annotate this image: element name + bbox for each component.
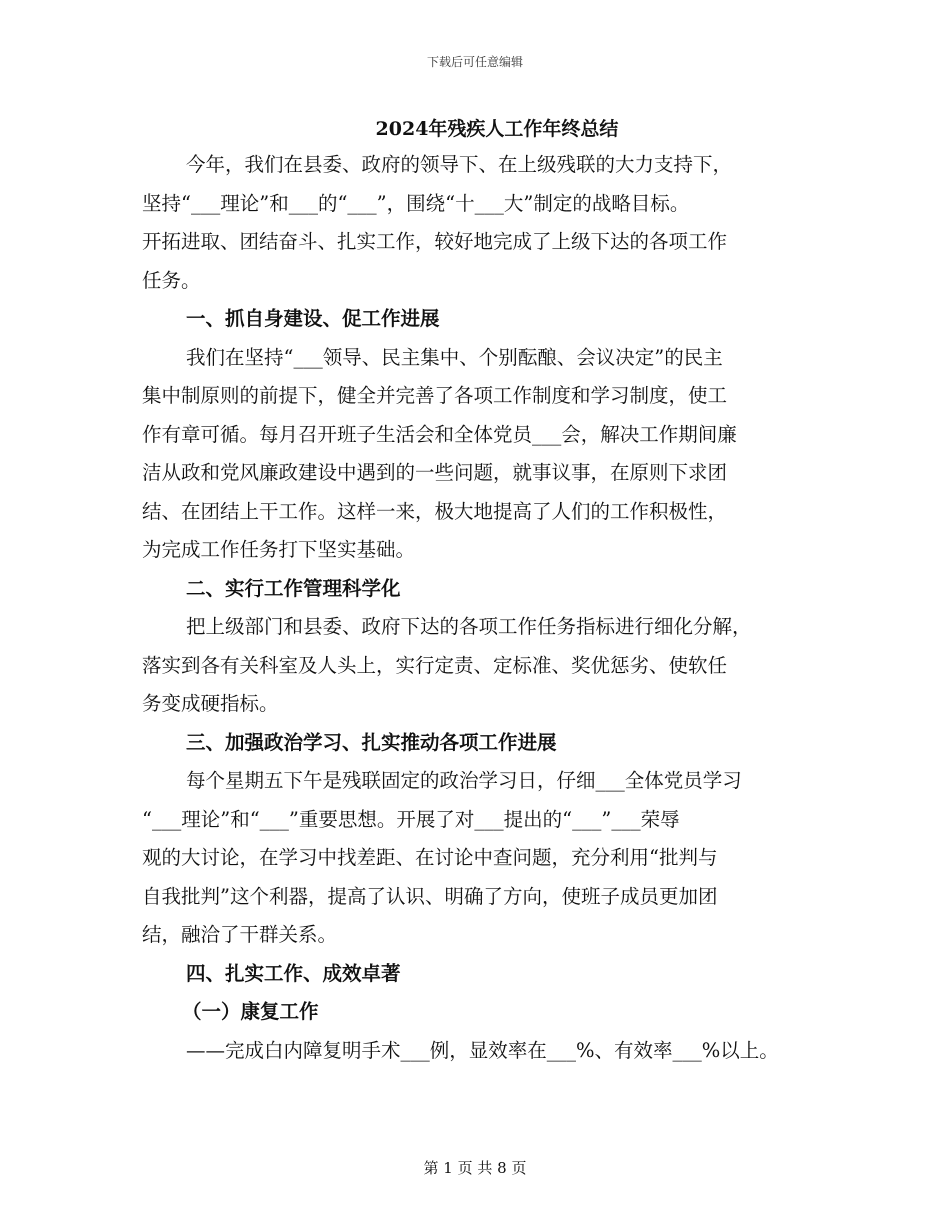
section-heading-2: 二、实行工作管理科学化 (186, 576, 401, 600)
paragraph-line: 观的大讨论，在学习中找差距、在讨论中查问题，充分利用“批判与 (142, 846, 718, 869)
paragraph-line: 结、在团结上干工作。这样一来，极大地提高了人们的工作积极性， (142, 499, 728, 523)
document-body (142, 112, 822, 1070)
section-heading-3: 三、加强政治学习、扎实推动各项工作进展 (186, 730, 557, 754)
section-heading-1: 一、抓自身建设、促工作进展 (186, 307, 440, 330)
document-title: 2024年残疾人工作年终总结 (375, 118, 619, 140)
paragraph-line: 洁从政和党风廉政建设中遇到的一些问题，就事议事，在原则下求团 (142, 461, 728, 484)
paragraph-line: 任务。 (142, 268, 201, 292)
paragraph-line: 今年，我们在县委、政府的领导下、在上级残联的大力支持下， (186, 153, 733, 176)
paragraph-line: 开拓进取、团结奋斗、扎实工作，较好地完成了上级下达的各项工作 (142, 230, 728, 253)
paragraph-line: 为完成工作任务打下坚实基础。 (142, 538, 416, 561)
paragraph-line: 自我批判”这个利器，提高了认识、明确了方向，使班子成员更加团 (142, 884, 718, 908)
paragraph-line: 我们在坚持“___领导、民主集中、个别酝酿、会议决定”的民主 (186, 345, 723, 369)
paragraph-line: ——完成白内障复明手术___例，显效率在___%、有效率___%以上。 (186, 1038, 779, 1062)
paragraph-line: 把上级部门和县委、政府下达的各项工作任务指标进行细化分解， (186, 615, 752, 638)
page-footer: 第 1 页 共 8 页 (423, 1159, 527, 1177)
section-heading-4: 四、扎实工作、成效卓著 (186, 961, 401, 985)
paragraph-line: “___理论”和“___”重要思想。开展了对___提出的“___”___荣辱 (142, 807, 680, 831)
paragraph-line: 落实到各有关科室及人头上，实行定责、定标准、奖优惩劣、使软任 (142, 653, 728, 677)
paragraph-line: 务变成硬指标。 (142, 692, 279, 715)
page-header: 下载后可任意编辑 (426, 55, 523, 69)
paragraph-line: 作有章可循。每月召开班子生活会和全体党员___会，解决工作期间廉 (142, 422, 737, 446)
paragraph-line: 结，融洽了干群关系。 (142, 923, 338, 946)
paragraph-line: 每个星期五下午是残联固定的政治学习日，仔细___全体党员学习 (186, 769, 742, 792)
paragraph-line: 坚持“___理论”和___的“___”，围绕“十___大”制定的战略目标。 (142, 191, 690, 215)
paragraph-line: 集中制原则的前提下，健全并完善了各项工作制度和学习制度，使工 (142, 384, 728, 407)
subsection-heading: （一）康复工作 (182, 1000, 319, 1023)
